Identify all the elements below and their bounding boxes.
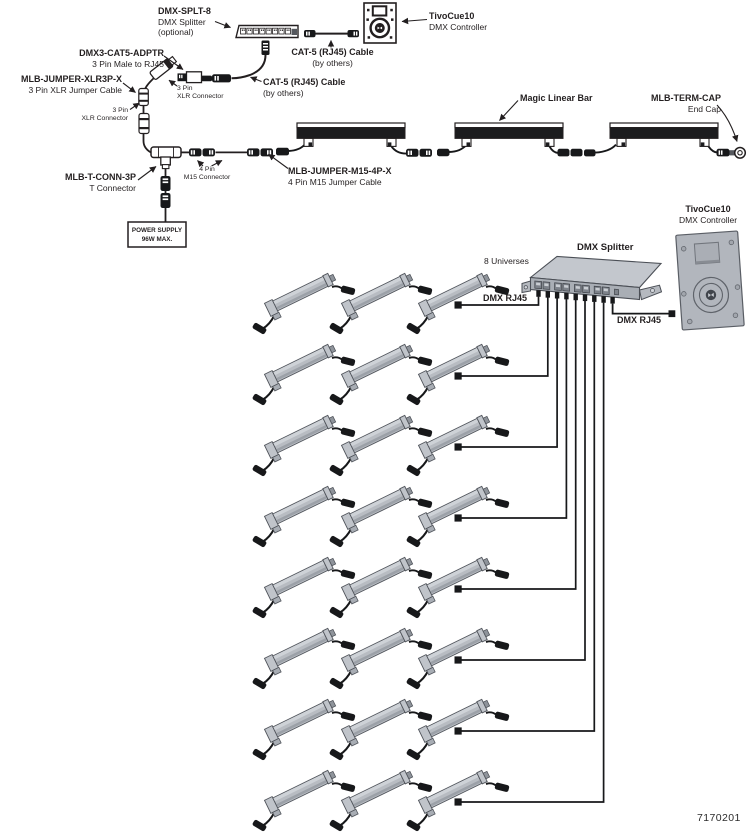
grid-linear-bar: [252, 697, 356, 761]
tivocue-bottom-label: TivoCue10 DMX Controller: [678, 204, 738, 225]
magic-linear-bar-label: Magic Linear Bar: [520, 93, 593, 103]
universe-terminal: [455, 514, 462, 521]
top-dmx-splitter-device: [236, 26, 298, 38]
splitter-plug: [564, 293, 568, 300]
grid-linear-bar: [329, 342, 433, 406]
t-connector-label: MLB-T-CONN-3P T Connector: [65, 172, 136, 193]
universes-label: 8 Universes: [484, 256, 529, 266]
universe-terminal: [455, 727, 462, 734]
tivocue-panel: [676, 231, 744, 330]
cat5-cable-top: [304, 30, 359, 37]
universe-terminal: [455, 372, 462, 379]
splitter-plug: [601, 296, 605, 303]
splitter-plug: [555, 292, 559, 299]
xlr-jumper-cable: [139, 55, 178, 153]
xlr-connector-left-label: 3 Pin XLR Connector: [81, 107, 128, 123]
dmx-rj45-right-label: DMX RJ45: [617, 315, 662, 325]
universe-feed-line: [461, 299, 566, 518]
splitter-plug: [546, 291, 550, 298]
power-cable: [161, 169, 171, 223]
cat5-top-label: CAT-5 (RJ45) Cable (by others): [291, 47, 374, 68]
tivocue-top-label: TivoCue10 DMX Controller: [429, 11, 488, 32]
magic-linear-bar-1: [297, 123, 405, 146]
grid-linear-bar: [252, 626, 356, 690]
end-cap: [730, 148, 746, 159]
grid-linear-bar: [252, 555, 356, 619]
splitter-plug: [592, 295, 596, 302]
dmx-rj45-left-label: DMX RJ45: [483, 293, 528, 303]
universe-feed-line: [461, 302, 594, 731]
grid-linear-bar: [252, 342, 356, 406]
dmx-splitter-3d: [522, 257, 662, 300]
grid-linear-bar: [252, 413, 356, 477]
universe-feed-line: [461, 300, 576, 589]
part-number: 7170201: [697, 812, 741, 824]
dmx-splitter-bottom-label: DMX Splitter: [577, 242, 634, 253]
grid-linear-bar: [329, 626, 433, 690]
term-cap-label: MLB-TERM-CAP End Cap: [651, 93, 721, 114]
magic-linear-bar-3: [610, 123, 718, 146]
tivocue-device-top: [364, 3, 396, 43]
grid-linear-bar: [329, 271, 433, 335]
universe-terminal: [455, 798, 462, 805]
splitter-plug: [583, 294, 587, 301]
m15-jumper-label: MLB-JUMPER-M15-4P-X 4 Pin M15 Jumper Cable: [288, 166, 392, 187]
grid-linear-bar: [329, 768, 433, 832]
dmx-splt8-label: DMX-SPLT-8 DMX Splitter (optional): [158, 6, 211, 38]
universe-terminal: [455, 443, 462, 450]
magic-linear-bar-2: [455, 123, 563, 146]
splitter-plug: [574, 294, 578, 301]
grid-linear-bar: [329, 697, 433, 761]
power-supply-label: POWER SUPPLY 96W MAX.: [131, 227, 183, 244]
xlr-connector-top-label: 3 Pin XLR Connector: [177, 85, 224, 101]
grid-linear-bar: [329, 484, 433, 548]
grid-linear-bar: [252, 768, 356, 832]
splitter-plug: [536, 290, 540, 297]
universe-feed-line: [461, 303, 604, 802]
universe-terminal: [455, 656, 462, 663]
splitter-drop-cable: [201, 41, 270, 83]
grid-linear-bar: [252, 484, 356, 548]
universe-terminal: [455, 585, 462, 592]
universe-terminal: [455, 301, 462, 308]
xlr-jumper-label: MLB-JUMPER-XLR3P-X 3 Pin XLR Jumper Cable: [20, 74, 122, 95]
cat5-mid-label: CAT-5 (RJ45) Cable (by others): [263, 77, 346, 98]
cat5-adapter: [178, 72, 202, 83]
m15-connector-label: 4 Pin M15 Connector: [183, 166, 231, 182]
grid-linear-bar: [329, 413, 433, 477]
universe-grid: [252, 271, 606, 832]
grid-linear-bar: [252, 271, 356, 335]
grid-linear-bar: [329, 555, 433, 619]
adapter-label: DMX3-CAT5-ADPTR 3 Pin Male to RJ45: [79, 48, 164, 69]
